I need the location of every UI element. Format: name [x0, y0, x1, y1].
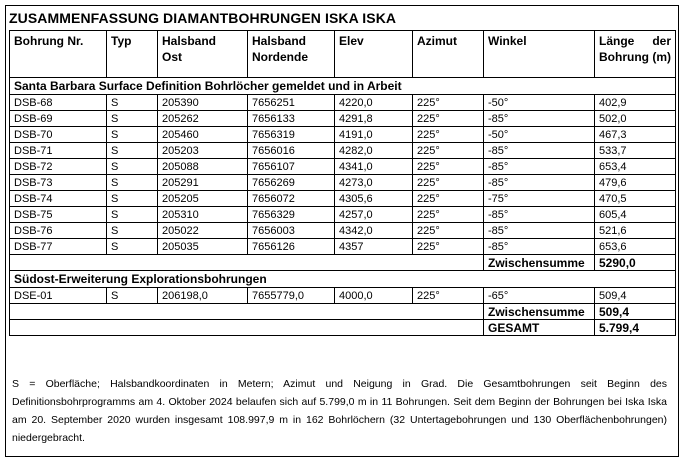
section-2-subtotal-label: Zwischensumme: [484, 304, 595, 320]
section-2-title: Südost-Erweiterung Explorationsbohrungen: [10, 271, 676, 288]
table-cell: 225°: [413, 159, 484, 175]
header-typ: Typ: [107, 31, 158, 78]
table-cell: 7656107: [248, 159, 335, 175]
header-laenge: Länge der Bohrung (m): [595, 31, 676, 78]
table-cell: -50°: [484, 95, 595, 111]
table-cell: 205262: [158, 111, 248, 127]
section-2-subtotal-value: 509,4: [595, 304, 676, 320]
table-cell: 225°: [413, 288, 484, 304]
total-row: [10, 320, 676, 336]
table-row: [10, 239, 676, 255]
table-cell: 206198,0: [158, 288, 248, 304]
table-cell: -75°: [484, 191, 595, 207]
table-cell: 4273,0: [335, 175, 413, 191]
table-cell: 225°: [413, 95, 484, 111]
table-cell: S: [107, 288, 158, 304]
table-cell: S: [107, 143, 158, 159]
table-cell: 4291,8: [335, 111, 413, 127]
table-cell: 225°: [413, 143, 484, 159]
table-cell: 653,4: [595, 159, 676, 175]
table-cell: 4257,0: [335, 207, 413, 223]
table-cell: 7656251: [248, 95, 335, 111]
footnote: S = Oberfläche; Halsbandkoordinaten in Metern; Azimut und Neigung in Grad. Die Gesamtbohrungen seit Beginn des Definitionsbohrprogramms am 4. Oktober 2024 belaufen sich auf 5.799,0 m in 11 Bohrungen. Seit dem Beginn der Bohrungen bei Iska Iska am 20. September 2020 wurden insgesamt 108.997,9 m in 162 Bohrlöchern (32 Untertagebohrungen und 130 Oberflächenbohrungen) niedergebracht.: [12, 378, 667, 444]
table-cell: S: [107, 207, 158, 223]
table-row: [10, 159, 676, 175]
section-2-title-row: [10, 271, 676, 288]
table-cell: 533,7: [595, 143, 676, 159]
table-cell: 225°: [413, 239, 484, 255]
table-cell: DSB-70: [10, 127, 107, 143]
table-cell: 479,6: [595, 175, 676, 191]
table-cell: 4342,0: [335, 223, 413, 239]
table-cell: 7656072: [248, 191, 335, 207]
table-cell: 509,4: [595, 288, 676, 304]
total-value: 5.799,4: [595, 320, 676, 336]
table-cell: 205035: [158, 239, 248, 255]
section-2-subtotal-row: [10, 304, 676, 320]
table-cell: S: [107, 223, 158, 239]
table-cell: 521,6: [595, 223, 676, 239]
table-cell: -85°: [484, 207, 595, 223]
header-elev: Elev: [335, 31, 413, 78]
table-cell: -85°: [484, 223, 595, 239]
table-cell: S: [107, 159, 158, 175]
table-cell: DSB-75: [10, 207, 107, 223]
table-cell: S: [107, 111, 158, 127]
table-cell: 205022: [158, 223, 248, 239]
table-cell: -85°: [484, 143, 595, 159]
table-cell: DSB-71: [10, 143, 107, 159]
table-cell: -85°: [484, 159, 595, 175]
table-cell: DSE-01: [10, 288, 107, 304]
table-cell: 225°: [413, 175, 484, 191]
table-cell: 7656329: [248, 207, 335, 223]
table-cell: 225°: [413, 127, 484, 143]
header-ost: Halsband Ost: [158, 31, 248, 78]
table-cell: 4191,0: [335, 127, 413, 143]
table-cell: -50°: [484, 127, 595, 143]
section-1-title: Santa Barbara Surface Definition Bohrlöcher gemeldet und in Arbeit: [10, 78, 676, 95]
table-cell: 205310: [158, 207, 248, 223]
header-row: [10, 31, 676, 78]
table-cell: 7656003: [248, 223, 335, 239]
table-cell: DSB-68: [10, 95, 107, 111]
table-cell: DSB-77: [10, 239, 107, 255]
table-cell: 7656016: [248, 143, 335, 159]
table-row: [10, 175, 676, 191]
table-row: [10, 288, 676, 304]
section-1-subtotal-value: 5290,0: [595, 255, 676, 271]
table-cell: 467,3: [595, 127, 676, 143]
header-nord: Halsband Nordende: [248, 31, 335, 78]
table-cell: -85°: [484, 111, 595, 127]
drilling-summary-table: [9, 30, 676, 336]
table-cell: S: [107, 127, 158, 143]
table-cell: 4220,0: [335, 95, 413, 111]
table-cell: 4000,0: [335, 288, 413, 304]
header-winkel: Winkel: [484, 31, 595, 78]
table-cell: DSB-74: [10, 191, 107, 207]
table-row: [10, 111, 676, 127]
table-cell: 225°: [413, 207, 484, 223]
table-cell: 205205: [158, 191, 248, 207]
header-bohrung: Bohrung Nr.: [10, 31, 107, 78]
table-cell: 7655779,0: [248, 288, 335, 304]
table-cell: S: [107, 175, 158, 191]
table-cell: 225°: [413, 223, 484, 239]
table-cell: 4357: [335, 239, 413, 255]
table-cell: 205390: [158, 95, 248, 111]
table-cell: 225°: [413, 191, 484, 207]
table-cell: -85°: [484, 175, 595, 191]
table-cell: S: [107, 191, 158, 207]
table-row: [10, 207, 676, 223]
table-row: [10, 143, 676, 159]
section-1-subtotal-label: Zwischensumme: [484, 255, 595, 271]
table-cell: 7656269: [248, 175, 335, 191]
table-cell: 4282,0: [335, 143, 413, 159]
document-title: ZUSAMMENFASSUNG DIAMANTBOHRUNGEN ISKA ISKA: [9, 10, 397, 26]
header-azimut: Azimut: [413, 31, 484, 78]
table-cell: DSB-73: [10, 175, 107, 191]
table-cell: 225°: [413, 111, 484, 127]
table-cell: S: [107, 239, 158, 255]
table-cell: 605,4: [595, 207, 676, 223]
table-cell: 205460: [158, 127, 248, 143]
table-row: [10, 127, 676, 143]
table-row: [10, 191, 676, 207]
table-cell: 7656319: [248, 127, 335, 143]
table-cell: 205203: [158, 143, 248, 159]
table-cell: DSB-72: [10, 159, 107, 175]
table-cell: 470,5: [595, 191, 676, 207]
table-cell: 205088: [158, 159, 248, 175]
table-cell: 4341,0: [335, 159, 413, 175]
table-cell: S: [107, 95, 158, 111]
table-cell: -85°: [484, 239, 595, 255]
table-cell: DSB-76: [10, 223, 107, 239]
table-cell: 205291: [158, 175, 248, 191]
table-cell: 7656133: [248, 111, 335, 127]
table-cell: 7656126: [248, 239, 335, 255]
table-row: [10, 223, 676, 239]
section-1-title-row: [10, 78, 676, 95]
table-row: [10, 95, 676, 111]
table-cell: 4305,6: [335, 191, 413, 207]
table-cell: -65°: [484, 288, 595, 304]
table-cell: DSB-69: [10, 111, 107, 127]
table-cell: 402,9: [595, 95, 676, 111]
table-cell: 502,0: [595, 111, 676, 127]
total-label: GESAMT: [484, 320, 595, 336]
table-cell: 653,6: [595, 239, 676, 255]
section-1-subtotal-row: [10, 255, 676, 271]
